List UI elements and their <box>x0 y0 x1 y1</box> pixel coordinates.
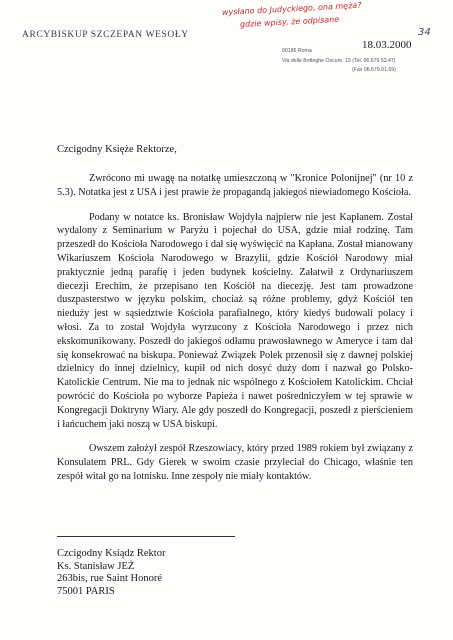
addressee-block <box>57 548 247 598</box>
address-line-2: Via delle Botteghe Oscure, 15 (Tel. 06.679.53.47) <box>282 57 396 64</box>
handwritten-note-line-2: gdzie wpisy, że odpisane <box>239 14 340 29</box>
letter-date: 18.03.2000 <box>362 39 412 51</box>
page-number: 34 <box>418 27 431 38</box>
paragraph-2: Podany w notatce ks. Bronisław Wojdyła najpierw nie jest Kapłanem. Został wydalony z Seminarium w Paryżu i pojechał do USA, gdzie miał rodzinę. Tam przeszedł do Kościoła Narodowego i dał się wyświęcić na Kapłana. Został mianowany Wikariuszem Kościoła Narodowego w Brazylii, gdzie Kościół Narodowy miał praktycznie jedną parafię i jeden budynek kościelny. Załatwił z Ordynariuszem diecezji Erechim, że przepisano ten Kościół na diecezję. Jest tam prowadzone duszpasterstwo w języku polskim, chociaż są różne problemy, gdyż Kościół ten nieduży jest w sąsiedztwie Kościoła parafialnego, który kiedyś budowali polacy i włosi. Za to został Wojdyła wyrzucony z Kościoła Narodowego i przez nich ekskomunikowany. Poszedł do jakiegoś odłamu prawosławnego w Ameryce i tam dał się konsekrować na biskupa. Ponieważ Związek Polek przenosił się z dawnej polskiej dzielnicy do innej dzielnicy, kupił od nich dosyć duży dom i nazwał go Polsko-Katolickie Centrum. Nie ma to jednak nic wspólnego z Kościołem Katolickim. Chciał powrócić do Kościoła po wyborze Papieża i nawet pośredniczyłem w tej sprawie w Kongregacji Doktryny Wiary. Ale gdy poszedł do Kongregacji, poszedł z pierścieniem i łańcuchem jaki noszą w USA biskupi. <box>57 211 413 430</box>
letter-greeting: Czcigodny Księże Rektorze, <box>57 144 177 155</box>
addressee-line-4: 75001 PARIS <box>57 585 115 597</box>
handwritten-note-line-1: wysłano do Judyckiego, ona męża? <box>221 0 362 17</box>
addressee-line-1: Czcigodny Ksiądz Rektor <box>57 548 166 559</box>
address-line-3: (Fax 06.679.01.69) <box>352 67 396 74</box>
paragraph-1: Zwrócono mi uwagę na notatkę umieszczoną w "Kronice Polonijnej" (nr 10 z 5.3). Notatka jest z USA i jest prawie że propagandą jakiegoś niewiadomego Kościoła. <box>57 173 413 198</box>
addressee-line-2: Ks. Stanisław JEŻ <box>57 560 135 572</box>
paragraph-3: Owszem założył zespół Rzeszowiacy, który przed 1989 rokiem był związany z Konsulatem PRL. Gdy Gierek w swoim czasie przyleciał do Chicago, właśnie ten zespół witał go na lotnisku. Inne zespoły nie miały kontaktów. <box>57 443 413 482</box>
letterhead-name: ARCYBISKUP SZCZEPAN WESOŁY <box>22 30 189 40</box>
address-line-1: 00186 Roma <box>282 48 312 54</box>
addressee-line-3: 263bis, rue Saint Honoré <box>57 573 162 585</box>
letter-body <box>57 172 413 495</box>
separator-line <box>57 536 235 537</box>
closing-block <box>57 536 247 598</box>
sender-address <box>282 47 396 76</box>
